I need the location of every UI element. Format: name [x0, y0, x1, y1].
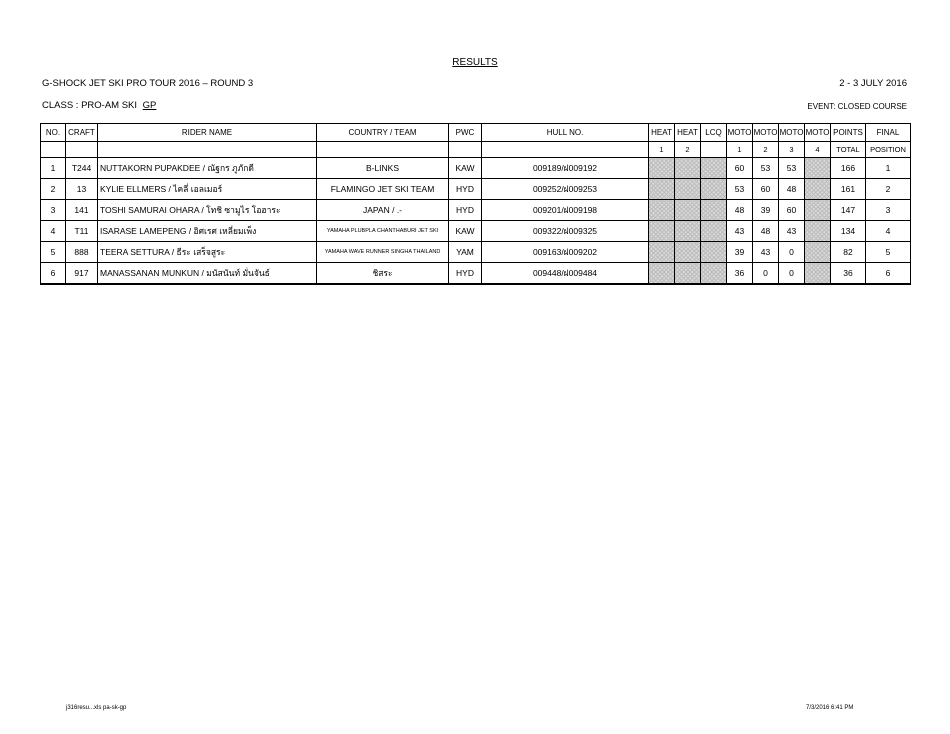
col-header-no: NO.	[41, 124, 66, 142]
cell-position: 2	[866, 179, 911, 200]
table-row	[41, 221, 911, 242]
cell-no: 6	[41, 263, 66, 285]
col-subheader-pwc	[449, 142, 482, 158]
cell-points: 147	[831, 200, 866, 221]
cell-moto1: 39	[727, 242, 753, 263]
col-header-rider: RIDER NAME	[98, 124, 317, 142]
cell-no: 4	[41, 221, 66, 242]
cell-rider: MANASSANAN MUNKUN / มนัสนันท์ มั่นจันธ์	[98, 263, 317, 285]
cell-moto3: 0	[779, 242, 805, 263]
cell-lcq-empty	[701, 158, 727, 179]
cell-moto2: 39	[753, 200, 779, 221]
col-header-pwc: PWC	[449, 124, 482, 142]
col-header-heat2: HEAT	[675, 124, 701, 142]
cell-moto3: 60	[779, 200, 805, 221]
cell-hull: 009201/ฝ009198	[482, 200, 649, 221]
cell-lcq-empty	[701, 221, 727, 242]
cell-moto2: 43	[753, 242, 779, 263]
cell-rider: KYLIE ELLMERS / ไคลี่ เอลเมอร์	[98, 179, 317, 200]
cell-team: ชิสระ	[317, 263, 449, 285]
cell-rider: TEERA SETTURA / ธีระ เสร็จสูระ	[98, 242, 317, 263]
cell-no: 3	[41, 200, 66, 221]
cell-hull: 009189/ฝ009192	[482, 158, 649, 179]
cell-heat1-empty	[649, 158, 675, 179]
cell-heat1-empty	[649, 200, 675, 221]
cell-no: 5	[41, 242, 66, 263]
col-header-craft: CRAFT	[66, 124, 98, 142]
cell-rider: NUTTAKORN PUPAKDEE / ณัฐกร ภูภักดี	[98, 158, 317, 179]
cell-points: 166	[831, 158, 866, 179]
header-row-bottom	[41, 142, 911, 158]
col-header-hull: HULL NO.	[482, 124, 649, 142]
cell-heat1-empty	[649, 263, 675, 285]
cell-rider: ISARASE LAMEPENG / อิศเรศ เหลี่ยมเพ็ง	[98, 221, 317, 242]
cell-hull: 009448/ฝ009484	[482, 263, 649, 285]
cell-moto1: 48	[727, 200, 753, 221]
cell-rider: TOSHI SAMURAI OHARA / โทชิ ซามูไร โอฮาระ	[98, 200, 317, 221]
col-header-moto4: MOTO	[805, 124, 831, 142]
cell-hull: 009163/ฝ009202	[482, 242, 649, 263]
cell-moto3: 48	[779, 179, 805, 200]
cell-team: YAMAHA PLUBPLA CHANTHABURI JET SKI	[317, 221, 449, 242]
cell-moto4-empty	[805, 242, 831, 263]
cell-no: 2	[41, 179, 66, 200]
cell-craft: 141	[66, 200, 98, 221]
cell-points: 134	[831, 221, 866, 242]
cell-heat2-empty	[675, 200, 701, 221]
cell-pwc: HYD	[449, 200, 482, 221]
col-subheader-craft	[66, 142, 98, 158]
event-name: G-SHOCK JET SKI PRO TOUR 2016 – ROUND 3	[42, 78, 254, 89]
cell-moto2: 60	[753, 179, 779, 200]
cell-position: 5	[866, 242, 911, 263]
cell-heat1-empty	[649, 221, 675, 242]
col-subheader-hull	[482, 142, 649, 158]
page-title: RESULTS	[452, 57, 498, 68]
cell-moto1: 36	[727, 263, 753, 285]
cell-moto2: 0	[753, 263, 779, 285]
cell-lcq-empty	[701, 179, 727, 200]
cell-moto2: 53	[753, 158, 779, 179]
col-subheader-heat2: 2	[675, 142, 701, 158]
event-date: 2 - 3 JULY 2016	[839, 78, 907, 89]
cell-pwc: YAM	[449, 242, 482, 263]
cell-moto2: 48	[753, 221, 779, 242]
cell-points: 161	[831, 179, 866, 200]
cell-lcq-empty	[701, 242, 727, 263]
event-type: EVENT: CLOSED COURSE	[807, 102, 907, 111]
col-subheader-moto2: 2	[753, 142, 779, 158]
cell-lcq-empty	[701, 200, 727, 221]
class-label: CLASS : PRO-AM SKI	[42, 100, 138, 111]
cell-craft: T244	[66, 158, 98, 179]
col-header-lcq: LCQ	[701, 124, 727, 142]
col-header-moto1: MOTO	[727, 124, 753, 142]
cell-heat2-empty	[675, 158, 701, 179]
cell-heat1-empty	[649, 179, 675, 200]
cell-team: FLAMINGO JET SKI TEAM	[317, 179, 449, 200]
cell-moto4-empty	[805, 179, 831, 200]
col-subheader-heat1: 1	[649, 142, 675, 158]
cell-moto4-empty	[805, 221, 831, 242]
cell-team: JAPAN / .-	[317, 200, 449, 221]
cell-hull: 009252/ฝ009253	[482, 179, 649, 200]
header-row-top	[41, 124, 911, 142]
cell-pwc: HYD	[449, 263, 482, 285]
cell-moto4-empty	[805, 200, 831, 221]
cell-position: 6	[866, 263, 911, 285]
footer-print-date: 7/3/2016 6:41 PM	[806, 705, 854, 711]
cell-pwc: HYD	[449, 179, 482, 200]
cell-craft: 888	[66, 242, 98, 263]
cell-craft: T11	[66, 221, 98, 242]
cell-heat1-empty	[649, 242, 675, 263]
cell-moto3: 43	[779, 221, 805, 242]
col-subheader-rider	[98, 142, 317, 158]
table-row	[41, 179, 911, 200]
results-table	[40, 123, 911, 285]
col-subheader-moto4: 4	[805, 142, 831, 158]
cell-position: 4	[866, 221, 911, 242]
col-header-heat1: HEAT	[649, 124, 675, 142]
col-header-points: POINTS	[831, 124, 866, 142]
cell-pwc: KAW	[449, 158, 482, 179]
table-row	[41, 263, 911, 285]
table-row	[41, 242, 911, 263]
col-header-moto3: MOTO	[779, 124, 805, 142]
col-header-country: COUNTRY / TEAM	[317, 124, 449, 142]
cell-moto3: 53	[779, 158, 805, 179]
cell-pwc: KAW	[449, 221, 482, 242]
cell-craft: 917	[66, 263, 98, 285]
col-header-moto2: MOTO	[753, 124, 779, 142]
col-subheader-points: TOTAL	[831, 142, 866, 158]
col-subheader-moto1: 1	[727, 142, 753, 158]
cell-heat2-empty	[675, 242, 701, 263]
cell-moto3: 0	[779, 263, 805, 285]
cell-moto1: 43	[727, 221, 753, 242]
cell-craft: 13	[66, 179, 98, 200]
cell-moto4-empty	[805, 263, 831, 285]
cell-points: 36	[831, 263, 866, 285]
cell-moto4-empty	[805, 158, 831, 179]
col-subheader-final: POSITION	[866, 142, 911, 158]
cell-lcq-empty	[701, 263, 727, 285]
cell-no: 1	[41, 158, 66, 179]
cell-points: 82	[831, 242, 866, 263]
cell-heat2-empty	[675, 263, 701, 285]
cell-position: 3	[866, 200, 911, 221]
cell-heat2-empty	[675, 221, 701, 242]
col-subheader-no	[41, 142, 66, 158]
col-header-final: FINAL	[866, 124, 911, 142]
cell-moto1: 53	[727, 179, 753, 200]
cell-hull: 009322/ฝ009325	[482, 221, 649, 242]
table-row	[41, 158, 911, 179]
col-subheader-moto3: 3	[779, 142, 805, 158]
class-code: GP	[142, 100, 157, 111]
cell-moto1: 60	[727, 158, 753, 179]
cell-position: 1	[866, 158, 911, 179]
col-subheader-lcq	[701, 142, 727, 158]
table-row	[41, 200, 911, 221]
cell-heat2-empty	[675, 179, 701, 200]
class-line	[42, 100, 156, 111]
footer-file-name: j316resu...xls pa-sk-gp	[66, 705, 127, 711]
col-subheader-country	[317, 142, 449, 158]
cell-team: YAMAHA WAVE RUNNER SINGHA THAILAND	[317, 242, 449, 263]
cell-team: B-LINKS	[317, 158, 449, 179]
